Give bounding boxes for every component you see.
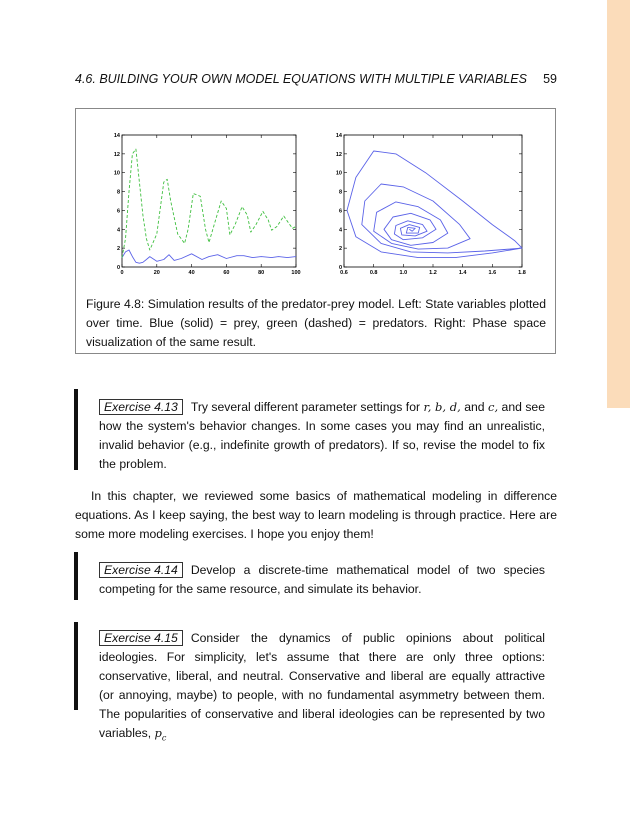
y-tick-label: 6	[338, 208, 342, 215]
running-head	[75, 72, 557, 86]
y-tick-label: 8	[338, 189, 342, 196]
exercise-4-13	[99, 398, 545, 474]
math-subscript-c: c	[161, 733, 167, 743]
exercise-text-post: and see how the system's behavior changes. In some cases you may find an unrealistic, invalid behavior (e.g., indefinite growth of predators). If so, revise the model to fix the problem.	[99, 400, 545, 471]
page-number: 59	[543, 72, 557, 86]
x-tick-label: 80	[258, 270, 265, 276]
exercise-4-14	[99, 561, 545, 599]
x-tick-label: 0.6	[340, 270, 348, 276]
exercise-bar	[74, 622, 78, 710]
exercise-text-mid: and	[460, 400, 489, 414]
math-variable-p: p	[154, 726, 162, 740]
x-tick-label: 100	[291, 270, 301, 276]
y-tick-label: 14	[113, 133, 120, 139]
figure-4-8	[75, 108, 556, 354]
y-tick-label: 14	[335, 133, 342, 139]
prey-line	[347, 151, 522, 258]
exercise-text: Develop a discrete-time mathematical model of two species competing for the same resource, and simulate its behavior.	[99, 563, 545, 596]
y-tick-label: 4	[116, 227, 120, 234]
exercise-tag: Exercise 4.13	[99, 399, 183, 415]
x-tick-label: 60	[223, 270, 230, 276]
x-tick-label: 1.2	[429, 270, 437, 276]
predators-line	[122, 149, 296, 258]
time-series-chart	[113, 131, 301, 276]
y-tick-label: 2	[338, 246, 342, 253]
prey-line	[122, 250, 296, 263]
running-head-title: 4.6. BUILDING YOUR OWN MODEL EQUATIONS WITH MULTIPLE VARIABLES	[75, 72, 527, 86]
plot-frame	[122, 135, 296, 267]
y-tick-label: 0	[338, 265, 342, 271]
math-parameter-c: c,	[488, 400, 499, 414]
y-tick-label: 6	[116, 208, 120, 215]
x-tick-label: 0.8	[369, 270, 378, 276]
y-tick-label: 8	[116, 189, 120, 196]
y-tick-label: 10	[113, 170, 120, 177]
exercise-4-15	[99, 629, 545, 747]
x-tick-label: 1.8	[518, 270, 526, 276]
x-tick-label: 20	[153, 270, 160, 276]
y-tick-label: 10	[335, 170, 342, 177]
exercise-text-pre: Try several different parameter settings for	[190, 400, 424, 414]
chapter-thumb-tab	[607, 0, 630, 408]
y-tick-label: 12	[335, 151, 342, 158]
x-tick-label: 1.6	[488, 270, 497, 276]
y-tick-label: 0	[116, 265, 120, 271]
x-tick-label: 1.4	[458, 270, 467, 276]
y-tick-label: 12	[113, 151, 120, 158]
y-tick-label: 2	[116, 246, 120, 253]
exercise-tag: Exercise 4.14	[99, 562, 183, 578]
x-tick-label: 1.0	[399, 270, 408, 276]
x-tick-label: 0	[120, 270, 124, 276]
y-tick-label: 4	[338, 227, 342, 234]
phase-space-chart	[336, 131, 532, 275]
exercise-tag: Exercise 4.15	[99, 630, 183, 646]
x-tick-label: 40	[188, 270, 195, 276]
exercise-bar	[74, 552, 78, 600]
math-parameters: r, b, d,	[423, 400, 461, 414]
exercise-text: Consider the dynamics of public opinions about political ideologies. For simplicity, let's assume that there are only three options: conservative, liberal, and neutral. Conservative and liberal are equally attractive (or annoying, maybe) to people, with no fundamental asymmetry between them. The popularities of conservative and liberal ideologies can be represented by two variables,	[99, 631, 545, 740]
body-paragraph: In this chapter, we reviewed some basics of mathematical modeling in difference equations. As I keep saying, the best way to learn modeling is through practice. Here are some more modeling exercises. I hope you enjoy them!	[75, 489, 557, 541]
figure-caption: Figure 4.8: Simulation results of the predator-prey model. Left: State variables plotted over time. Blue (solid) = prey, green (dashed) = predators. Right: Phase space visualization of the same result.	[86, 297, 546, 349]
exercise-bar	[74, 389, 78, 470]
